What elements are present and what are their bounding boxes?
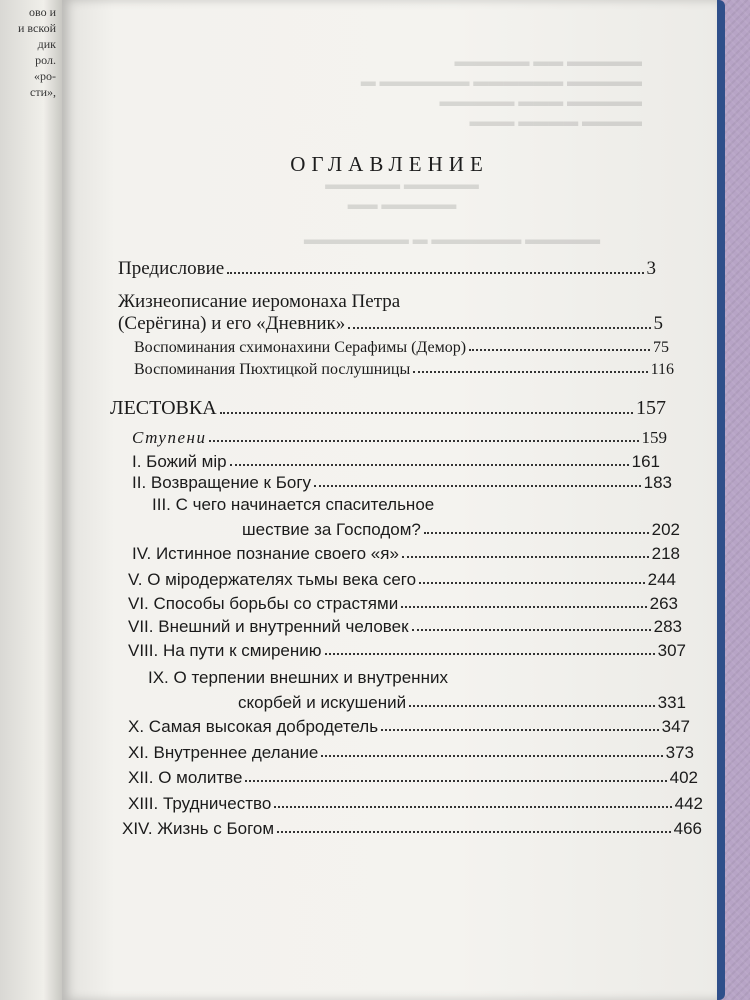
toc-entry-label: XIII. Трудничество xyxy=(128,794,272,813)
toc-entry-label: VII. Внешний и внутренний человек xyxy=(128,617,409,636)
leader-dots xyxy=(209,440,638,442)
toc-entry-label: (Серёгина) и его «Дневник» xyxy=(118,313,346,334)
toc-entry-label: XII. О молитве xyxy=(128,768,243,787)
leader-dots xyxy=(277,831,671,833)
toc-entry-label: IV. Истинное познание своего «я» xyxy=(132,544,399,563)
show-through-text: ▬▬▬▬▬▬▬ ▬ ▬▬▬▬▬▬ ▬▬▬▬▬ xyxy=(303,232,601,248)
page-title: ОГЛАВЛЕНИЕ xyxy=(290,152,489,176)
toc-entry-label: шествие за Господом? xyxy=(242,520,421,539)
toc-entry-label: XI. Внутреннее делание xyxy=(128,743,319,762)
toc-chapter-10 xyxy=(128,717,690,737)
toc-entry-page: 347 xyxy=(661,717,690,736)
left-facing-page xyxy=(0,0,62,1000)
contents-page xyxy=(62,0,717,1000)
leader-dots xyxy=(409,705,655,707)
toc-entry-label: Воспоминания Пюхтицкой послушницы xyxy=(134,361,411,378)
toc-entry-label: VIII. На пути к смирению xyxy=(128,641,322,660)
leader-dots xyxy=(230,464,629,466)
toc-chapter-12 xyxy=(128,768,698,788)
toc-chapter-13 xyxy=(128,794,703,814)
toc-entry-page: 373 xyxy=(665,743,694,762)
toc-entry-label: ЛЕСТОВКА xyxy=(110,397,217,419)
toc-chapter-2 xyxy=(132,473,672,493)
toc-chapter-4 xyxy=(132,544,680,564)
leader-dots xyxy=(469,349,650,351)
toc-entry-page: 5 xyxy=(653,313,663,334)
toc-chapter-8 xyxy=(128,641,686,661)
table-of-contents xyxy=(62,0,717,1000)
toc-entry-memoir-serafima xyxy=(134,339,669,357)
leader-dots xyxy=(321,755,662,757)
toc-entry-page: 442 xyxy=(674,794,703,813)
leader-dots xyxy=(274,806,671,808)
leader-dots xyxy=(348,327,650,329)
toc-entry-label: XIV. Жизнь с Богом xyxy=(122,819,275,838)
toc-entry-page: 159 xyxy=(641,428,667,447)
leader-dots xyxy=(413,371,647,373)
toc-entry-lestovka xyxy=(110,397,666,420)
toc-entry-page: 331 xyxy=(657,693,686,712)
leader-dots xyxy=(402,556,649,558)
toc-entry-page: 157 xyxy=(636,397,666,419)
toc-chapter-3 xyxy=(242,520,680,540)
toc-entry-page: 263 xyxy=(649,594,678,613)
toc-entry-page: 307 xyxy=(657,641,686,660)
leader-dots xyxy=(424,532,649,534)
toc-entry-label: X. Самая высокая добродетель xyxy=(128,717,379,736)
leader-dots xyxy=(401,606,646,608)
toc-chapter-7 xyxy=(128,617,682,637)
toc-entry-biography-line1: Жизнеописание иеромонаха Петра xyxy=(118,291,401,312)
toc-chapter-1 xyxy=(132,452,660,472)
leader-dots xyxy=(381,729,659,731)
leader-dots xyxy=(325,653,655,655)
toc-entry-label: Воспоминания схимонахини Серафимы (Демор) xyxy=(134,339,467,356)
show-through-text: ▬▬▬▬▬ ▬▬ ▬▬▬▬▬ ▬ ▬▬▬▬▬▬ ▬▬▬▬▬▬ ▬▬▬▬▬ ▬▬▬▬▬ ▬▬▬ ▬▬▬▬▬ ▬▬▬ ▬▬▬▬ ▬▬▬▬ xyxy=(360,54,642,130)
toc-entry-page: 75 xyxy=(653,339,669,356)
toc-entry-label: II. Возвращение к Богу xyxy=(132,473,312,492)
toc-entry-page: 402 xyxy=(669,768,698,787)
toc-chapter-6 xyxy=(128,594,678,614)
left-page-text: ово и и вской дик рол. «ро- сти», xyxy=(18,5,56,99)
toc-entry-label: I. Божий мiр xyxy=(132,452,227,471)
toc-entry-page: 244 xyxy=(647,570,676,589)
toc-entry-label: скорбей и искушений xyxy=(238,693,407,712)
toc-entry-label: V. О мiродержателях тьмы века сего xyxy=(128,570,417,589)
toc-entry-label: VI. Способы борьбы со страстями xyxy=(128,594,399,613)
show-through-text: ▬▬▬▬▬ ▬▬▬▬▬ ▬▬ ▬▬▬▬▬ xyxy=(325,177,479,213)
leader-dots xyxy=(220,412,633,414)
leader-dots xyxy=(314,485,641,487)
toc-chapter-11 xyxy=(128,743,694,763)
leader-dots xyxy=(412,629,651,631)
toc-chapter-line1: IX. О терпении внешних и внутренних xyxy=(148,668,448,687)
leader-dots xyxy=(419,582,645,584)
toc-entry-page: 466 xyxy=(673,819,702,838)
toc-chapter-line1: III. С чего начинается спасительное xyxy=(152,495,435,514)
toc-chapter-9 xyxy=(238,693,686,713)
toc-entry-steps xyxy=(132,428,667,448)
toc-chapter-14 xyxy=(122,819,702,839)
leader-dots xyxy=(227,272,643,274)
leader-dots xyxy=(245,780,666,782)
toc-entry-page: 202 xyxy=(651,520,680,539)
toc-entry-page: 283 xyxy=(653,617,682,636)
toc-chapter-5 xyxy=(128,570,676,590)
toc-entry-page: 116 xyxy=(650,361,674,378)
toc-entry-page: 183 xyxy=(643,473,672,492)
toc-entry-page: 218 xyxy=(651,544,680,563)
toc-entry-page: 161 xyxy=(631,452,660,471)
toc-entry-page: 3 xyxy=(646,258,656,279)
toc-entry-label: Ступени xyxy=(132,428,207,447)
toc-entry-preface xyxy=(118,258,656,280)
toc-entry-label: Предисловие xyxy=(118,258,225,279)
toc-entry-memoir-pyukhtitsa xyxy=(134,361,674,379)
toc-entry-biography xyxy=(118,313,663,335)
